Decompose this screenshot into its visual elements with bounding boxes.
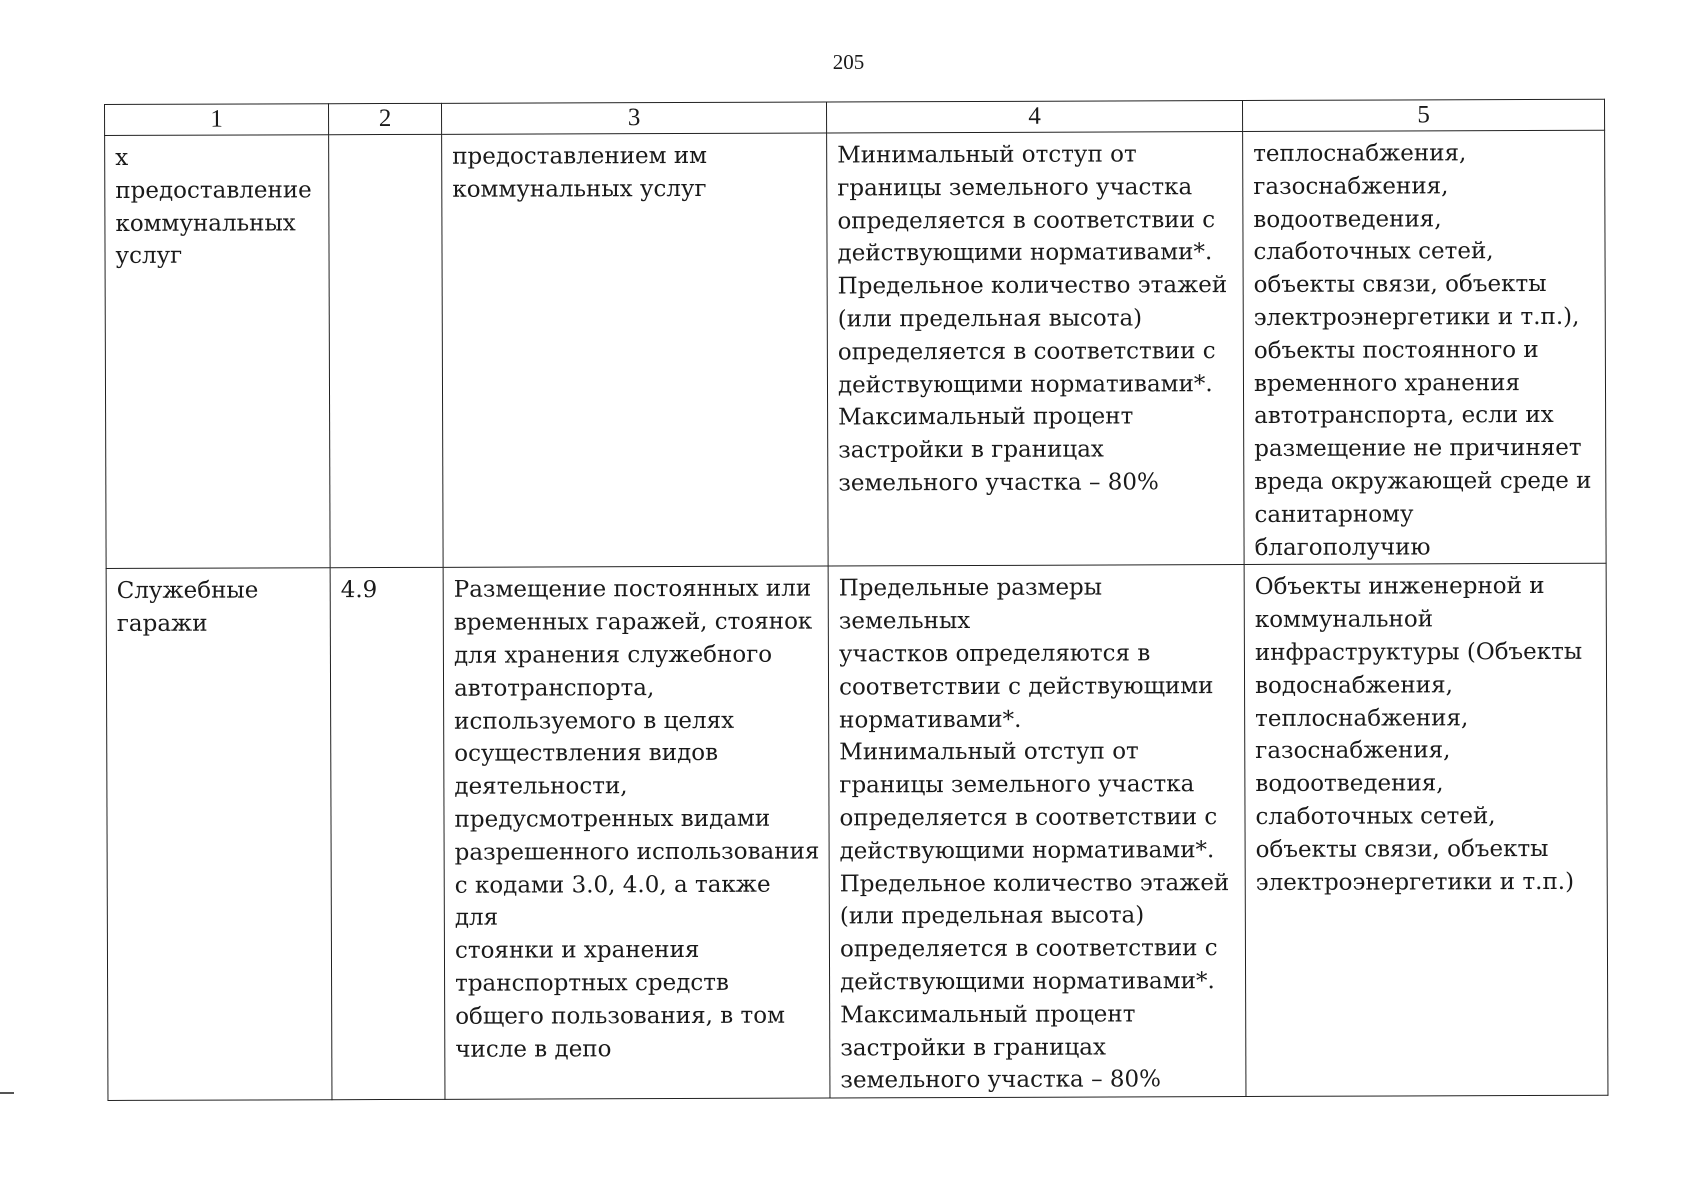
column-header-1: 1	[105, 104, 329, 136]
use-code-cell: 4.9	[330, 568, 445, 1100]
auxiliary-uses-cell: теплоснабжения, газоснабжения, водоотведения, слаботочных сетей, объекты связи, объекты электроэнергетики и т.п.), объекты постоянного и временного хранения автотранспорта, если их размещение не причиняет вреда окружающей среде и санитарному благополучию	[1243, 130, 1607, 565]
column-header-3: 3	[441, 102, 826, 134]
page-number: 205	[832, 50, 865, 74]
column-header-5: 5	[1242, 99, 1604, 131]
column-header-2: 2	[329, 103, 442, 134]
use-code-cell	[329, 134, 444, 568]
use-type-name-cell: Служебные гаражи	[106, 568, 332, 1101]
margin-mark	[0, 1092, 14, 1094]
auxiliary-uses-cell: Объекты инженерной и коммунальной инфраструктуры (Объекты водоснабжения, теплоснабжения, газоснабжения, водоотведения, слаботочных сетей, объекты связи, объекты электроэнергетики и т.п.)	[1244, 564, 1608, 1097]
parameters-cell: Предельные размеры земельных участков определяются в соответствии с действующими нормативами*. Минимальный отступ от границы земельного участка определяется в соответствии с действующими нормативами*. Предельное количество этажей (или предельная высота) определяется в соответствии с действующими нормативами*. Максимальный процент застройки в границах земельного участка – 80%	[828, 565, 1246, 1098]
use-description-cell: Размещение постоянных или временных гаражей, стоянок для хранения служебного автотранспорта, используемого в целях осуществления видов деятельности, предусмотренных видами разрешенного использования с кодами 3.0, 4.0, а также для стоянки и хранения транспортных средств общего пользования, в том числе в депо	[443, 566, 830, 1099]
table-row	[105, 130, 1607, 569]
regulations-table	[104, 99, 1608, 1101]
parameters-cell: Минимальный отступ от границы земельного участка определяется в соответствии с действующими нормативами*. Предельное количество этажей (или предельная высота) определяется в соответствии с действующими нормативами*. Максимальный процент застройки в границах земельного участка – 80%	[827, 132, 1245, 567]
table-row	[106, 564, 1608, 1101]
column-header-4: 4	[826, 101, 1242, 133]
use-type-name-cell: х предоставление коммунальных услуг	[105, 135, 331, 569]
use-description-cell: предоставлением им коммунальных услуг	[442, 133, 829, 568]
